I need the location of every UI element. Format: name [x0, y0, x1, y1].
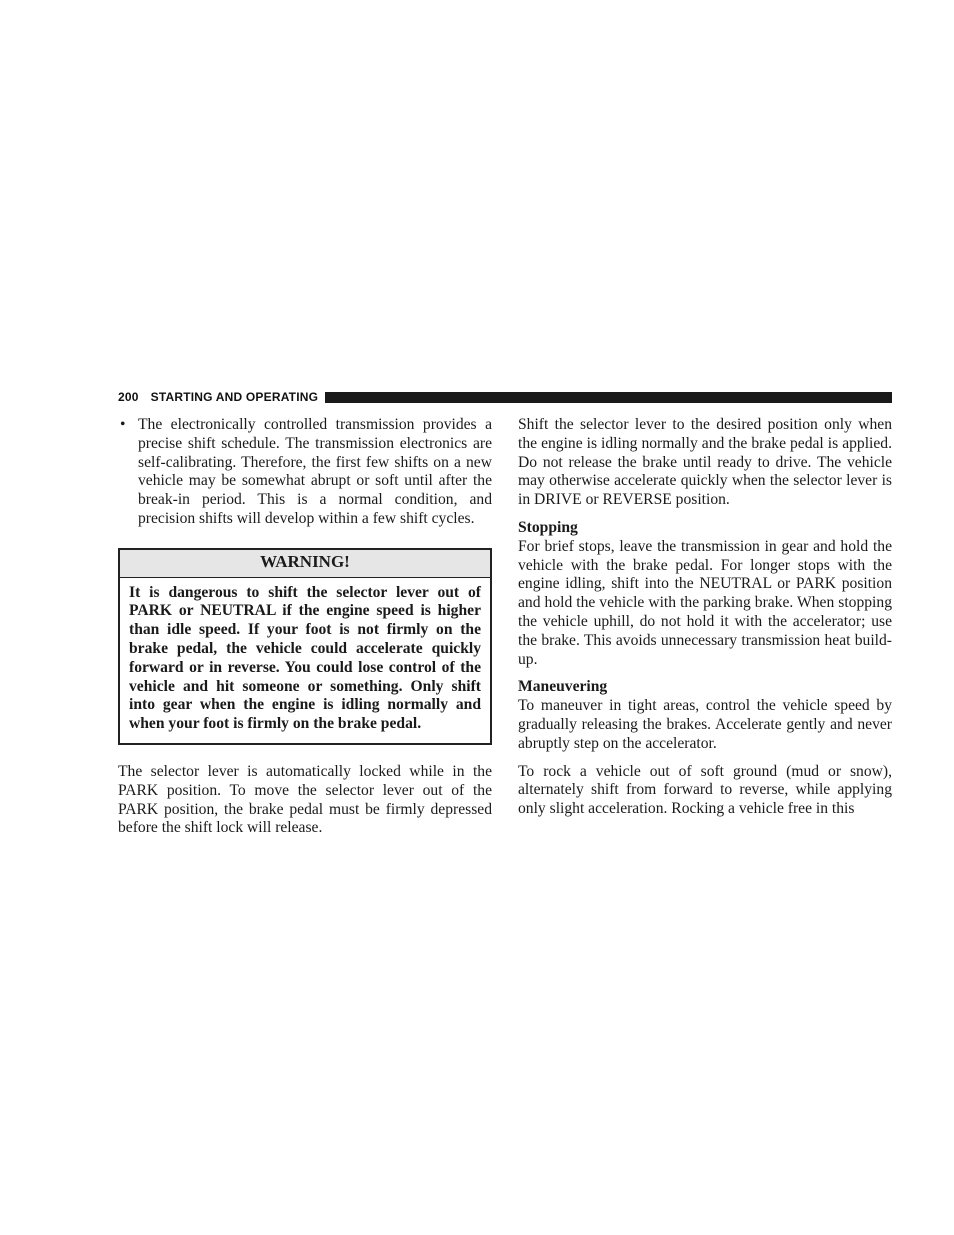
right-column: [518, 416, 892, 819]
page-number: 200: [118, 390, 139, 404]
shift-paragraph: Shift the selector lever to the desired position only when the engine is idling normally and the brake pedal is applied. Do not release the brake until ready to drive. The vehicle may otherwise accelerate quickly when the selector lever is in DRIVE or REVERSE position.: [518, 416, 892, 509]
left-column: [118, 416, 492, 838]
stopping-heading: Stopping: [518, 518, 578, 536]
stopping-paragraph: For brief stops, leave the transmission in gear and hold the vehicle with the brake pedal. For longer stops with the engine idling, shift into the NEUTRAL or PARK position and hold the vehicle with the parking brake. When stopping the vehicle uphill, do not hold it with the accelerator; use the brake. This avoids unnecessary transmission heat build-up.: [518, 537, 892, 668]
warning-box: [118, 548, 492, 745]
rocking-paragraph: To rock a vehicle out of soft ground (mud or snow), alternately shift from forward to reverse, while applying only slight acceleration. Rocking a vehicle free in this: [518, 762, 892, 818]
maneuvering-heading: Maneuvering: [518, 678, 608, 696]
page-header: [118, 389, 892, 405]
header-rule: [325, 392, 892, 403]
bullet-icon: •: [120, 416, 126, 433]
warning-text: It is dangerous to shift the selector lever out of PARK or NEUTRAL if the engine speed is higher than idle speed. If your foot is not firmly on the brake pedal, the vehicle could accelerate quickly forward or in reverse. You could lose control of the vehicle and hit someone or something. Only shift into gear when the engine is idling normally and when your foot is firmly on the brake pedal.: [129, 583, 481, 733]
bullet-text: The electronically controlled transmission provides a precise shift schedule. The transmission electronics are self-calibrating. Therefore, the first few shifts on a new vehicle may be somewhat abrupt or soft until after the break-in period. This is a normal condition, and precision shifts will develop within a few shift cycles.: [138, 416, 492, 527]
shift-lock-paragraph: The selector lever is automatically locked while in the PARK position. To move the selector lever out of the PARK position, the brake pedal must be firmly depressed before the shift lock will release.: [118, 762, 492, 837]
bullet-item: [118, 416, 492, 529]
maneuvering-paragraph: To maneuver in tight areas, control the vehicle speed by gradually releasing the brakes. Accelerate gently and never abruptly step on the accelerator.: [518, 697, 892, 752]
warning-title: WARNING!: [120, 550, 490, 578]
section-title: STARTING AND OPERATING: [150, 390, 319, 404]
